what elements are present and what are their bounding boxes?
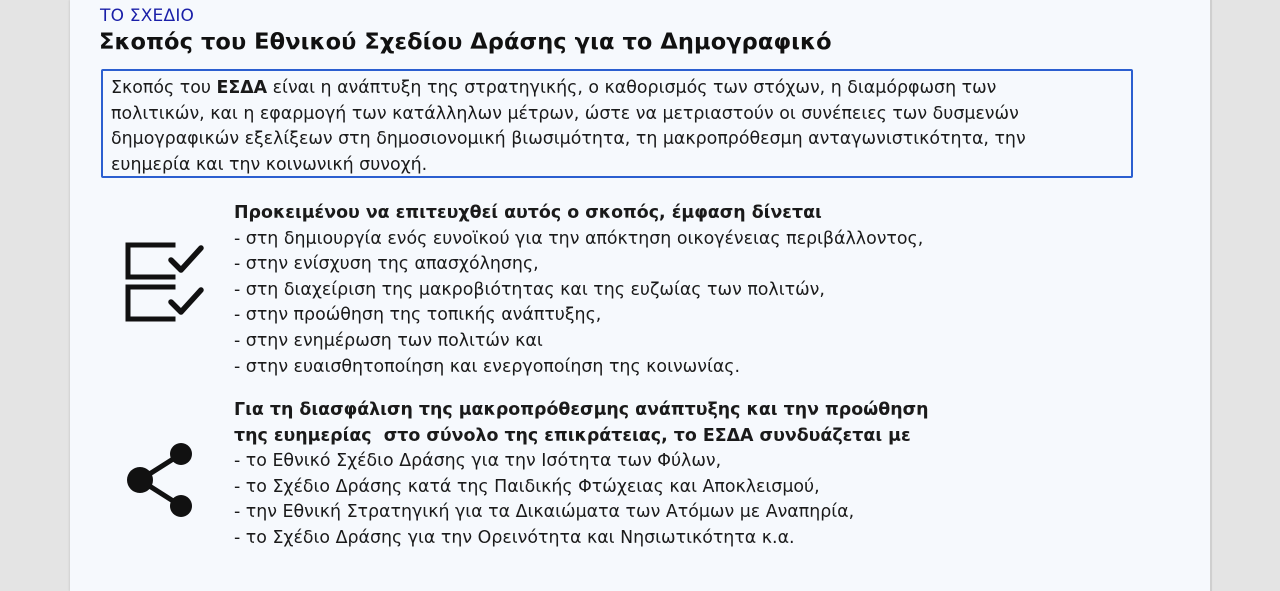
share-icon [125, 441, 195, 519]
list-item: - το Σχέδιο Δράσης κατά της Παιδικής Φτώχειας και Αποκλεισμού, [234, 476, 820, 497]
purpose-line-1: Σκοπός του ΕΣΔΑ είναι η ανάπτυξη της στρατηγικής, ο καθορισμός των στόχων, η διαμόρφωση των [111, 78, 997, 98]
page-title: Σκοπός του Εθνικού Σχεδίου Δράσης για το Δημογραφικό [99, 29, 832, 55]
emphasis-section [234, 201, 923, 380]
purpose-line-4: ευημερία και την κοινωνική συνοχή. [111, 154, 428, 175]
list-item: - το Σχέδιο Δράσης για την Ορεινότητα και Νησιωτικότητα κ.α. [234, 527, 795, 548]
section-eyebrow: ΤΟ ΣΧΕΔΙΟ [100, 6, 195, 26]
purpose-line-3: δημογραφικών εξελίξεων στη δημοσιονομική βιωσιμότητα, τη μακροπρόθεσμη ανταγωνιστικότητα, την [111, 129, 1026, 150]
list-item: - το Εθνικό Σχέδιο Δράσης για την Ισότητα των Φύλων, [234, 451, 722, 472]
list-item: - στην ενίσχυση της απασχόλησης, [234, 254, 539, 275]
purpose-box [101, 69, 1133, 178]
list-item: - στην προώθηση της τοπικής ανάπτυξης, [234, 305, 602, 326]
checklist-icon [125, 240, 205, 324]
links-heading-line-2: της ευημερίας στο σύνολο της επικράτειας, το ΕΣΔΑ συνδυάζεται με [234, 425, 911, 446]
acronym: ΕΣΔΑ [216, 78, 268, 98]
list-item: - την Εθνική Στρατηγική για τα Δικαιώματα των Ατόμων με Αναπηρία, [234, 502, 855, 523]
list-item: - στην ενημέρωση των πολιτών και [234, 330, 543, 351]
emphasis-heading: Προκειμένου να επιτευχθεί αυτός ο σκοπός, έμφαση δίνεται [234, 203, 822, 223]
purpose-line-2: πολιτικών, και η εφαρμογή των κατάλληλων μέτρων, ώστε να μετριαστούν οι συνέπειες των δυσμενών [111, 103, 1019, 124]
list-item: - στη δημιουργία ενός ευνοϊκού για την απόκτηση οικογένειας περιβάλλοντος, [234, 228, 924, 249]
links-heading-line-1: Για τη διασφάλιση της μακροπρόθεσμης ανάπτυξης και την προώθηση [234, 400, 929, 420]
document-page [70, 0, 1210, 591]
list-item: - στην ευαισθητοποίηση και ενεργοποίηση της κοινωνίας. [234, 356, 741, 377]
links-section [234, 398, 929, 552]
list-item: - στη διαχείριση της μακροβιότητας και της ευζωίας των πολιτών, [234, 279, 825, 300]
